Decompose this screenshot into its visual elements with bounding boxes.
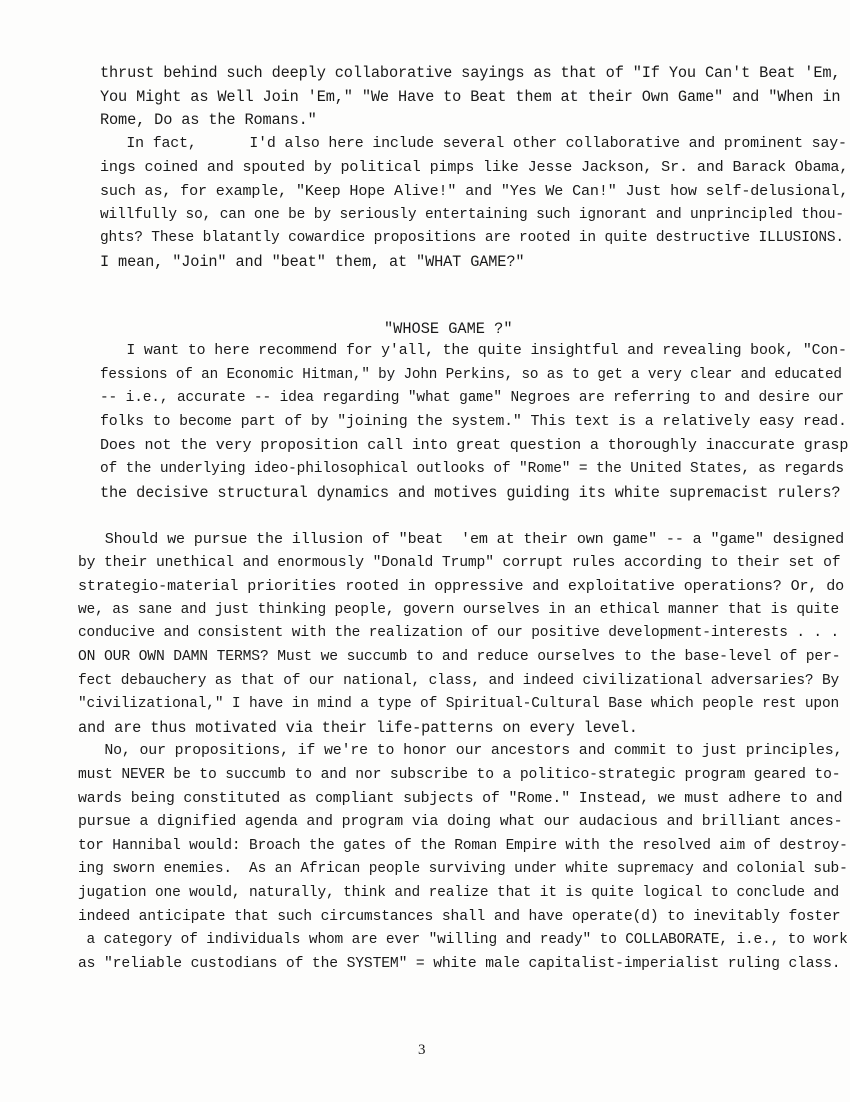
text-block-argument (78, 528, 848, 976)
text-line: ghts? These blatantly cowardice propositions are rooted in quite destructive ILLUSIONS. (100, 230, 844, 247)
text-line: thrust behind such deeply collaborative sayings as that of "If You Can't Beat 'Em, (100, 64, 841, 82)
text-line: wards being constituted as compliant subjects of "Rome." Instead, we must adhere to and (78, 790, 843, 807)
text-line: conducive and consistent with the realization of our positive development-interests . . . (78, 625, 840, 642)
section-heading: "WHOSE GAME ?" (384, 320, 513, 338)
text-block-intro (100, 62, 849, 274)
text-line: You Might as Well Join 'Em," "We Have to Beat them at their Own Game" and "When in (100, 87, 841, 106)
text-line: of the underlying ideo-philosophical outlooks of "Rome" = the United States, as regards (100, 460, 844, 477)
text-line: fessions of an Economic Hitman," by John Perkins, so as to get a very clear and educated (100, 366, 842, 383)
text-line: pursue a dignified agenda and program via doing what our audacious and brilliant ances- (78, 814, 843, 831)
text-block-recommendation (100, 340, 849, 505)
text-line: tor Hannibal would: Broach the gates of the Roman Empire with the resolved aim of destroy- (78, 837, 848, 854)
text-line: I mean, "Join" and "beat" them, at "WHAT GAME?" (100, 252, 525, 271)
text-line: "civilizational," I have in mind a type of Spiritual-Cultural Base which people rest upon (78, 696, 840, 713)
text-line: I want to here recommend for y'all, the quite insightful and revealing book, "Con- (100, 343, 847, 359)
text-line: by their unethical and enormously "Donald Trump" corrupt rules according to their set of (78, 554, 841, 571)
text-line: ON OUR OWN DAMN TERMS? Must we succumb to and reduce ourselves to the base-level of per- (78, 648, 841, 665)
text-line: folks to become part of by "joining the system." This text is a relatively easy read. (100, 413, 847, 430)
text-line: jugation one would, naturally, think and realize that it is quite logical to conclude and (78, 884, 840, 901)
text-line: No, our propositions, if we're to honor our ancestors and commit to just principles, (78, 743, 843, 760)
text-line: -- i.e., accurate -- idea regarding "what game" Negroes are referring to and desire our (100, 390, 844, 407)
text-line: Rome, Do as the Romans." (100, 111, 317, 130)
text-line: a category of individuals whom are ever "willing and ready" to COLLABORATE, i.e., to work (78, 932, 848, 949)
text-line: fect debauchery as that of our national, class, and indeed civilizational adversaries? By (78, 672, 840, 689)
text-line: we, as sane and just thinking people, govern ourselves in an ethical manner that is quite (78, 601, 840, 618)
text-line: Should we pursue the illusion of "beat 'em at their own game" -- a "game" designed (78, 530, 845, 548)
text-line: indeed anticipate that such circumstances shall and have operate(d) to inevitably foster (78, 908, 841, 925)
page-number: 3 (418, 1042, 426, 1058)
text-line: strategio-material priorities rooted in oppressive and exploitative operations? Or, do (78, 577, 845, 596)
text-line: as "reliable custodians of the SYSTEM" = white male capitalist-imperialist ruling class. (78, 955, 841, 972)
text-line: ings coined and spouted by political pimps like Jesse Jackson, Sr. and Barack Obama, (100, 158, 849, 177)
text-line: Does not the very proposition call into great question a thoroughly inaccurate grasp (100, 436, 849, 455)
text-line: and are thus motivated via their life-patterns on every level. (78, 718, 638, 737)
text-line: ing sworn enemies. As an African people surviving under white supremacy and colonial sub- (78, 861, 848, 878)
text-line: must NEVER be to succumb to and nor subscribe to a politico-strategic program geared to- (78, 766, 841, 783)
text-line: In fact, I'd also here include several other collaborative and prominent say- (100, 135, 847, 152)
text-line: such as, for example, "Keep Hope Alive!" and "Yes We Can!" Just how self-delusional, (100, 181, 849, 200)
text-line: willfully so, can one be by seriously entertaining such ignorant and unprincipled thou- (100, 206, 844, 223)
text-line: the decisive structural dynamics and motives guiding its white supremacist rulers? (100, 483, 841, 502)
